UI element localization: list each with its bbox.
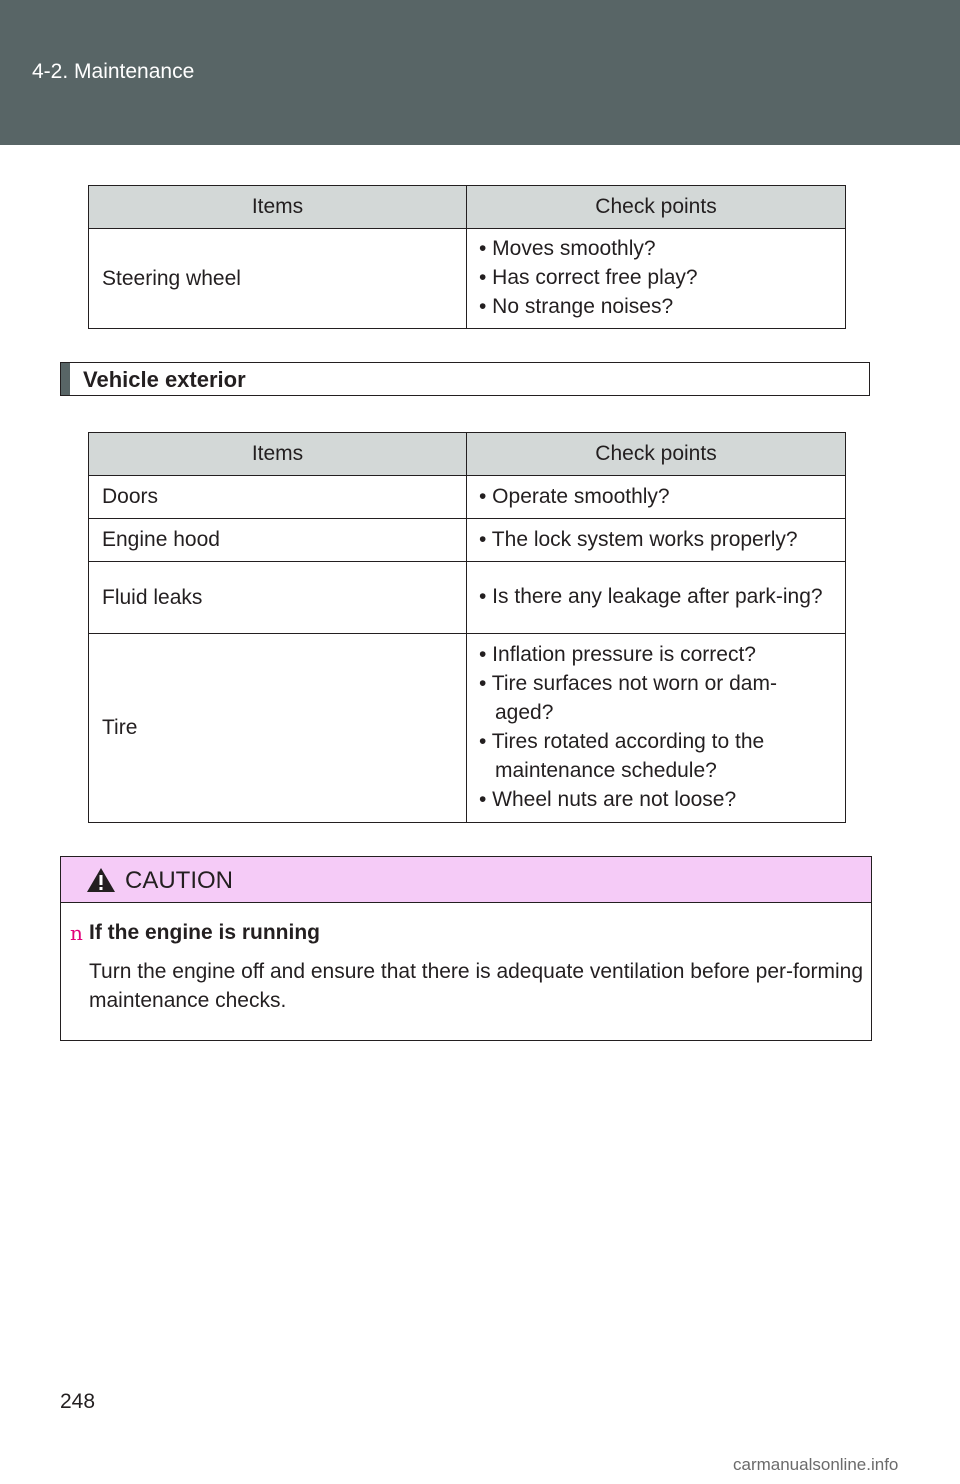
watermark: carmanualsonline.info bbox=[733, 1455, 899, 1474]
check-points-cell bbox=[467, 634, 846, 823]
check-point: • Has correct free play? bbox=[479, 266, 698, 289]
column-header-items: Items bbox=[89, 186, 467, 229]
item-cell: Doors bbox=[89, 476, 467, 519]
table-row bbox=[89, 562, 846, 634]
check-point: • Moves smoothly? bbox=[479, 237, 656, 260]
caution-heading: If the engine is running bbox=[89, 921, 320, 944]
page-header bbox=[0, 0, 960, 145]
column-header-check-points: Check points bbox=[467, 433, 846, 476]
table-row bbox=[89, 519, 846, 562]
table-row bbox=[89, 634, 846, 823]
bullet-icon: n bbox=[70, 921, 83, 945]
check-points-cell bbox=[467, 476, 846, 519]
caution-header bbox=[61, 857, 871, 903]
check-points-cell bbox=[467, 562, 846, 634]
item-cell: Fluid leaks bbox=[89, 562, 467, 634]
item-cell: Engine hood bbox=[89, 519, 467, 562]
caution-title: CAUTION bbox=[125, 867, 233, 894]
steering-check-table bbox=[88, 185, 846, 329]
table-row bbox=[89, 229, 846, 329]
table-row bbox=[89, 476, 846, 519]
check-point: • Wheel nuts are not loose? bbox=[479, 788, 737, 811]
item-cell: Tire bbox=[89, 634, 467, 823]
check-point: • Tire surfaces not worn or dam-aged? bbox=[479, 672, 777, 724]
check-points-cell bbox=[467, 229, 846, 329]
column-header-check-points: Check points bbox=[467, 186, 846, 229]
heading-bar bbox=[61, 363, 70, 395]
check-point: • Operate smoothly? bbox=[479, 484, 670, 508]
check-point: • The lock system works properly? bbox=[479, 527, 798, 551]
column-header-items: Items bbox=[89, 433, 467, 476]
caution-body: Turn the engine off and ensure that there is adequate ventilation before per-forming maintenance checks. bbox=[89, 960, 864, 1012]
warning-icon bbox=[86, 867, 116, 893]
check-points-cell bbox=[467, 519, 846, 562]
check-point: • Tires rotated according to the maintenance schedule? bbox=[479, 730, 765, 782]
item-cell: Steering wheel bbox=[89, 229, 467, 329]
caution-box bbox=[60, 856, 872, 1041]
subsection-title: Vehicle exterior bbox=[83, 367, 246, 392]
exterior-check-table bbox=[88, 432, 846, 823]
section-title: 4-2. Maintenance bbox=[32, 60, 195, 83]
check-point: • Inflation pressure is correct? bbox=[479, 643, 756, 666]
check-point: • Is there any leakage after park-ing? bbox=[479, 585, 823, 608]
check-point: • No strange noises? bbox=[479, 295, 674, 318]
subsection-heading bbox=[60, 362, 870, 396]
page-number: 248 bbox=[60, 1390, 96, 1413]
